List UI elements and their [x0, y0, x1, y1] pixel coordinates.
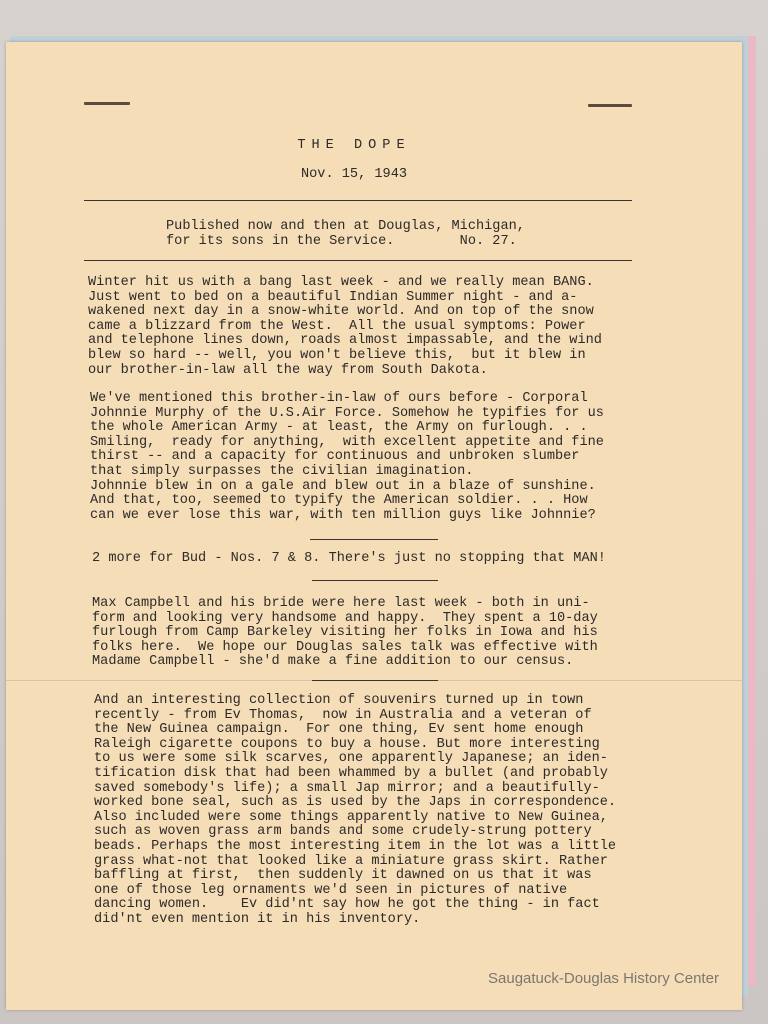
paragraph-johnnie: We've mentioned this brother-in-law of ours before - Corporal Johnnie Murphy of the U.S.Air Force. Somehow he typifies for us the whole American Army - at least, the Army on furlough. . . Smiling, ready for anything, with excellent appetite and fine thirst -- and a capacity for continuous and unbroken slumber that simply surpasses the civilian imagination. Johnnie blew in on a gale and blew out in a blaze of sunshine. And that, too, seemed to typify the American soldier. . . How can we ever lose this war, with ten million guys like Johnnie?: [90, 391, 604, 523]
header-rule-bottom: [84, 260, 632, 261]
section-divider: [312, 580, 438, 581]
staple-left: [84, 102, 130, 105]
staple-right: [588, 104, 632, 107]
header-rule-top: [84, 200, 632, 201]
issue-date: Nov. 15, 1943: [300, 167, 408, 182]
section-divider: [310, 539, 438, 540]
archive-watermark: Saugatuck-Douglas History Center: [488, 970, 719, 987]
publication-line-2: for its sons in the Service. No. 27.: [166, 234, 517, 249]
newsletter-title: THE DOPE: [297, 138, 411, 153]
paragraph-winter: Winter hit us with a bang last week - and we really mean BANG. Just went to bed on a beautiful Indian Summer night - and a- wakened next day in a snow-white world. And on top of the snow came a blizzard from the West. All the usual symptoms: Power and telephone lines down, roads almost impassable, and the wind blew so hard -- well, you won't believe this, but it blew in our brother-in-law all the way from South Dakota.: [88, 275, 602, 378]
publication-line-1: Published now and then at Douglas, Michigan,: [166, 219, 525, 234]
paragraph-bud: 2 more for Bud - Nos. 7 & 8. There's just no stopping that MAN!: [92, 551, 606, 566]
paragraph-max-campbell: Max Campbell and his bride were here last week - both in uni- form and looking very handsome and happy. They spent a 10-day furlough from Camp Barkeley visiting her folks in Iowa and his folks here. We hope our Douglas sales talk was effective with Madame Campbell - she'd make a fine addition to our census.: [92, 596, 598, 670]
paragraph-souvenirs: And an interesting collection of souvenirs turned up in town recently - from Ev Thomas, now in Australia and a veteran of the New Guinea campaign. For one thing, Ev sent home enough Raleigh cigarette coupons to buy a house. But more interesting to us were some silk scarves, one apparently Japanese; an iden- tification disk that had been whammed by a bullet (and probably saved somebody's life); a small Jap mirror; and a beautifully- worked bone seal, such as is used by the Japs in correspondence. Also included were some things apparently native to New Guinea, such as woven grass arm bands and some crudely-strung pottery beads. Perhaps the most interesting item in the lot was a little grass what-not that looked like a miniature grass skirt. Rather baffling at first, then suddenly it dawned on us that it was one of those leg ornaments we'd seen in pictures of native dancing women. Ev did'nt say how he got the thing - in fact did'nt even mention it in his inventory.: [94, 693, 617, 927]
section-divider: [312, 680, 438, 681]
